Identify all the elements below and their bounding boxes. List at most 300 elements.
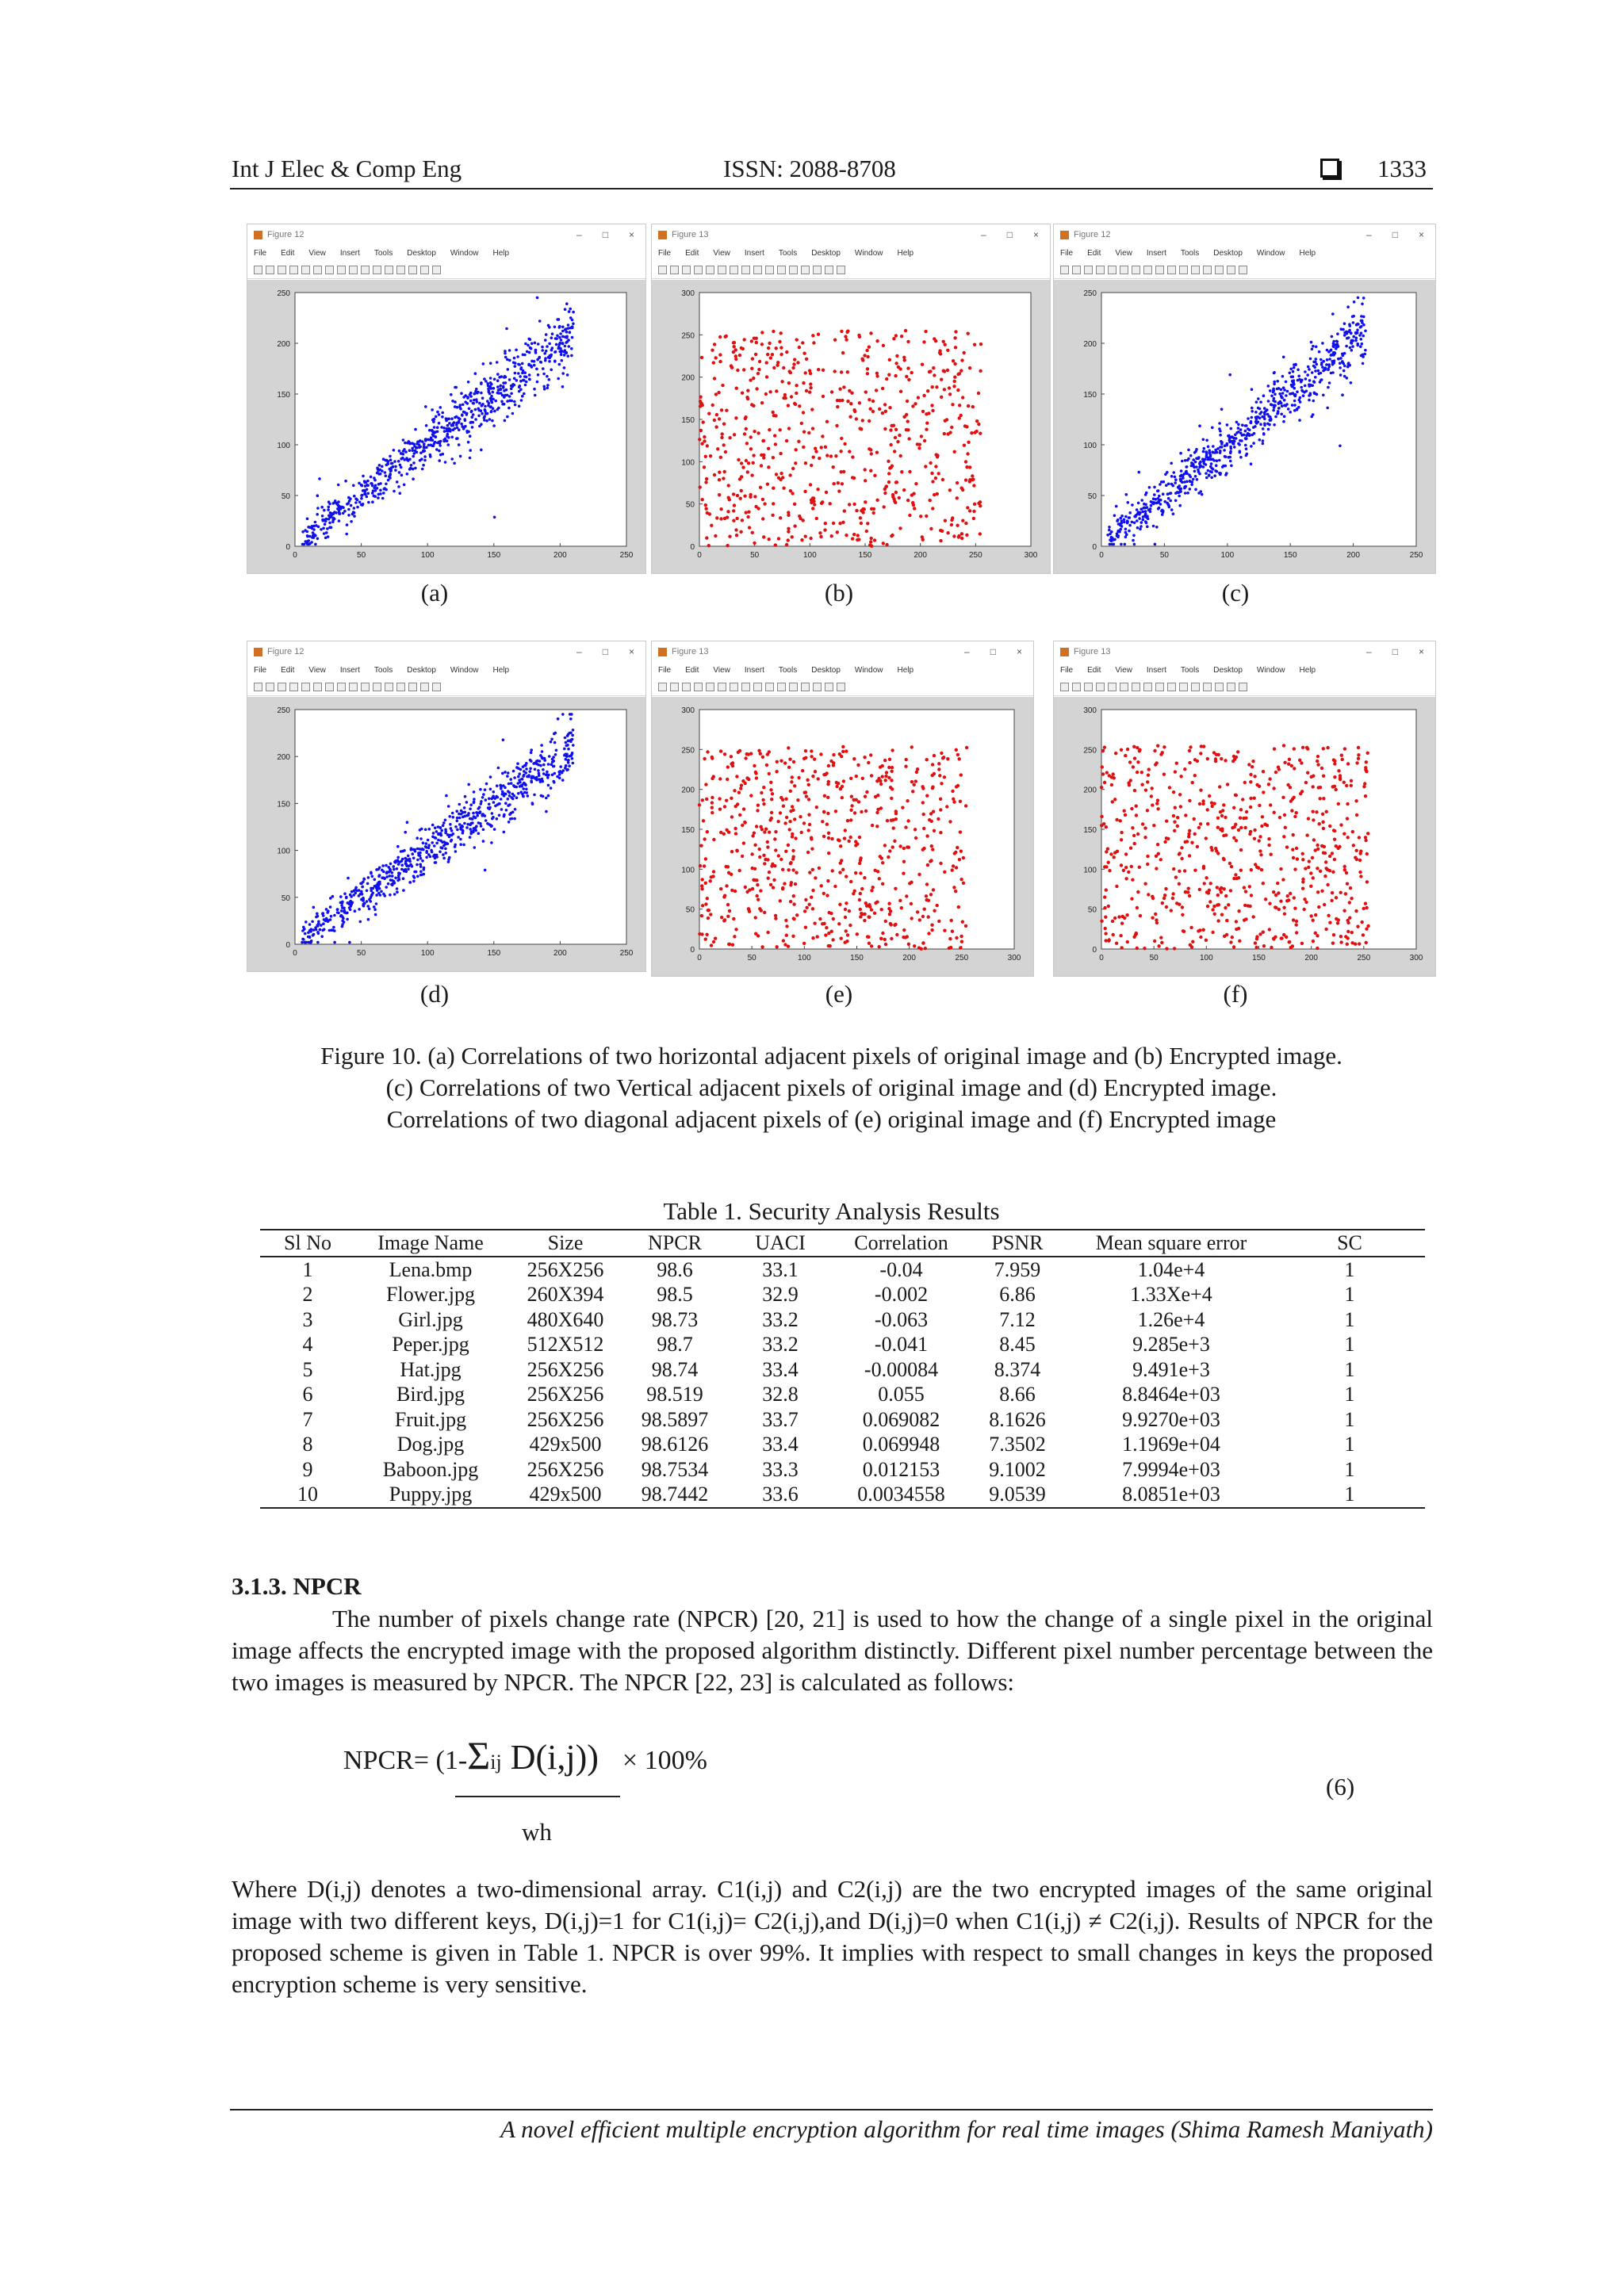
scatter-point <box>781 868 784 871</box>
toolbar-button[interactable] <box>1060 266 1069 274</box>
scatter-point <box>422 848 425 851</box>
scatter-point <box>553 326 557 329</box>
toolbar-button[interactable] <box>682 266 691 274</box>
scatter-point <box>547 784 550 787</box>
toolbar-button[interactable] <box>254 266 262 274</box>
scatter-point <box>963 444 966 447</box>
scatter-point <box>460 392 463 395</box>
scatter-point <box>517 775 520 779</box>
minimize-icon[interactable]: – <box>964 646 970 657</box>
toolbar-button[interactable] <box>1155 266 1164 274</box>
scatter-point <box>883 492 887 495</box>
scatter-point <box>376 487 379 490</box>
toolbar-button[interactable] <box>741 683 750 691</box>
toolbar-button[interactable] <box>753 266 762 274</box>
toolbar-button[interactable] <box>1084 266 1093 274</box>
scatter-plot-d <box>247 697 645 971</box>
toolbar-button[interactable] <box>313 683 322 691</box>
menu-item-file[interactable]: File <box>254 665 267 675</box>
menu-item-help[interactable]: Help <box>1299 665 1316 675</box>
toolbar-button[interactable] <box>1179 683 1188 691</box>
toolbar-button[interactable] <box>373 683 381 691</box>
scatter-point <box>816 935 819 938</box>
close-icon[interactable]: × <box>1418 229 1424 240</box>
scatter-point <box>354 909 357 913</box>
menu-item-file[interactable]: File <box>1060 665 1074 675</box>
toolbar-button[interactable] <box>825 683 833 691</box>
scatter-point <box>726 903 730 906</box>
toolbar-button[interactable] <box>694 266 703 274</box>
toolbar-button[interactable] <box>289 266 298 274</box>
menu-item-help[interactable]: Help <box>897 665 914 675</box>
toolbar-button[interactable] <box>301 266 310 274</box>
table-cell: 33.1 <box>762 1257 799 1281</box>
menu-item-desktop[interactable]: Desktop <box>1213 665 1243 675</box>
menu-item-help[interactable]: Help <box>492 248 510 258</box>
toolbar-button[interactable] <box>420 683 429 691</box>
table-header-row <box>260 1230 1425 1257</box>
toolbar-button[interactable] <box>813 266 822 274</box>
toolbar-button[interactable] <box>432 266 441 274</box>
menu-item-file[interactable]: File <box>658 665 672 675</box>
toolbar-button[interactable] <box>396 683 405 691</box>
scatter-point <box>1185 480 1189 484</box>
scatter-point <box>822 369 825 372</box>
scatter-point <box>772 886 775 889</box>
scatter-point <box>924 465 927 468</box>
scatter-point <box>951 403 954 406</box>
scatter-point <box>419 848 422 851</box>
toolbar-button[interactable] <box>1191 683 1200 691</box>
scatter-point <box>1199 936 1202 939</box>
scatter-point <box>1281 796 1285 799</box>
scatter-point <box>804 461 807 465</box>
scatter-point <box>710 756 714 760</box>
toolbar-button[interactable] <box>396 266 405 274</box>
scatter-point <box>744 756 747 760</box>
maximize-icon[interactable]: □ <box>1392 229 1398 240</box>
menu-item-file[interactable]: File <box>1060 248 1074 258</box>
toolbar-button[interactable] <box>670 683 679 691</box>
scatter-point <box>1174 492 1178 495</box>
toolbar-button[interactable] <box>1227 683 1235 691</box>
menu-item-help[interactable]: Help <box>492 665 510 675</box>
scatter-point <box>532 762 535 765</box>
toolbar-button[interactable] <box>373 266 381 274</box>
toolbar-button[interactable] <box>313 266 322 274</box>
toolbar-button[interactable] <box>837 683 845 691</box>
minimize-icon[interactable]: – <box>576 646 582 657</box>
menu-item-insert[interactable]: Insert <box>1146 248 1166 258</box>
toolbar-button[interactable] <box>718 683 726 691</box>
scatter-point <box>1339 774 1342 777</box>
scatter-point <box>1336 847 1339 850</box>
menu-item-tools[interactable]: Tools <box>1180 665 1200 675</box>
menu-item-tools[interactable]: Tools <box>373 665 393 675</box>
toolbar-button[interactable] <box>1215 683 1224 691</box>
scatter-point <box>1342 328 1345 331</box>
toolbar-button[interactable] <box>753 683 762 691</box>
toolbar-button[interactable] <box>254 683 262 691</box>
menu-item-file[interactable]: File <box>658 248 672 258</box>
close-icon[interactable]: × <box>1016 646 1022 657</box>
scatter-point <box>1220 446 1224 449</box>
scatter-point <box>921 786 925 790</box>
menu-item-insert[interactable]: Insert <box>339 665 360 675</box>
menu-item-insert[interactable]: Insert <box>744 665 764 675</box>
scatter-point <box>942 340 945 343</box>
toolbar-button[interactable] <box>266 683 274 691</box>
scatter-point <box>1230 447 1233 450</box>
toolbar-button[interactable] <box>301 683 310 691</box>
toolbar-button[interactable] <box>1084 683 1093 691</box>
scatter-point <box>959 935 963 938</box>
toolbar-button[interactable] <box>408 266 417 274</box>
toolbar-button[interactable] <box>278 266 286 274</box>
toolbar-button[interactable] <box>837 266 845 274</box>
maximize-icon[interactable]: □ <box>1006 229 1013 240</box>
scatter-point <box>873 474 876 477</box>
toolbar-button[interactable] <box>1227 266 1235 274</box>
toolbar-button[interactable] <box>1132 266 1140 274</box>
toolbar-button[interactable] <box>349 683 358 691</box>
scatter-point <box>927 932 930 935</box>
toolbar-button[interactable] <box>694 683 703 691</box>
scatter-point <box>1355 858 1358 861</box>
scatter-point <box>1174 476 1177 479</box>
scatter-point <box>827 780 830 783</box>
minimize-icon[interactable]: – <box>1366 646 1372 657</box>
close-icon[interactable]: × <box>628 229 634 240</box>
toolbar-button[interactable] <box>706 266 714 274</box>
menu-item-tools[interactable]: Tools <box>778 248 798 258</box>
maximize-icon[interactable]: □ <box>602 646 608 657</box>
scatter-point <box>903 358 906 362</box>
toolbar-button[interactable] <box>670 266 679 274</box>
menu-item-view[interactable]: View <box>308 248 326 258</box>
toolbar-button[interactable] <box>706 683 714 691</box>
scatter-point <box>748 910 751 913</box>
menu-item-desktop[interactable]: Desktop <box>811 248 841 258</box>
scatter-point <box>347 877 350 880</box>
toolbar-button[interactable] <box>765 683 774 691</box>
scatter-point <box>1330 899 1333 902</box>
menu-item-help[interactable]: Help <box>897 248 914 258</box>
scatter-point <box>505 809 508 812</box>
scatter-point <box>1341 758 1344 761</box>
toolbar-button[interactable] <box>1203 683 1212 691</box>
table-cell: 98.6 <box>657 1257 693 1281</box>
toolbar-button[interactable] <box>325 266 334 274</box>
toolbar-button[interactable] <box>801 266 810 274</box>
scatter-point <box>779 760 783 763</box>
scatter-point <box>791 868 795 871</box>
scatter-point <box>567 740 570 743</box>
close-icon[interactable]: × <box>1032 229 1039 240</box>
toolbar-button[interactable] <box>385 266 393 274</box>
toolbar-button[interactable] <box>1108 266 1116 274</box>
scatter-point <box>703 757 706 760</box>
scatter-point <box>436 411 439 414</box>
toolbar-button[interactable] <box>349 266 358 274</box>
toolbar-button[interactable] <box>1072 683 1081 691</box>
scatter-point <box>1268 928 1271 931</box>
scatter-point <box>355 890 358 893</box>
scatter-point <box>504 419 507 423</box>
menu-item-edit[interactable]: Edit <box>685 248 699 258</box>
toolbar-button[interactable] <box>1120 266 1128 274</box>
scatter-point <box>1281 375 1285 378</box>
x-tick-label: 300 <box>1409 954 1423 962</box>
scatter-point <box>792 894 795 897</box>
toolbar-button[interactable] <box>777 683 786 691</box>
scatter-point <box>964 924 967 928</box>
close-icon[interactable]: × <box>628 646 634 657</box>
scatter-point <box>1113 851 1116 854</box>
scatter-point <box>917 873 921 876</box>
toolbar-button[interactable] <box>741 266 750 274</box>
scatter-point <box>770 798 773 801</box>
maximize-icon[interactable]: □ <box>1392 646 1398 657</box>
window-title: Figure 12 <box>267 230 304 239</box>
toolbar-button[interactable] <box>658 683 667 691</box>
toolbar-button[interactable] <box>682 683 691 691</box>
toolbar-button[interactable] <box>325 683 334 691</box>
toolbar-button[interactable] <box>789 266 798 274</box>
scatter-point <box>435 861 438 864</box>
scatter-point <box>755 341 758 344</box>
scatter-point <box>311 527 314 530</box>
toolbar-button[interactable] <box>1203 266 1212 274</box>
menu-item-desktop[interactable]: Desktop <box>407 665 436 675</box>
scatter-point <box>498 814 501 817</box>
sigma-subscript: ij <box>490 1751 502 1774</box>
menu-item-desktop[interactable]: Desktop <box>407 248 436 258</box>
menu-item-view[interactable]: View <box>1115 665 1132 675</box>
scatter-point <box>1171 892 1174 895</box>
scatter-point <box>378 464 381 467</box>
toolbar-button[interactable] <box>1096 266 1105 274</box>
scatter-point <box>1229 940 1232 943</box>
scatter-point <box>738 354 741 357</box>
y-tick-label: 150 <box>1083 826 1097 835</box>
scatter-point <box>409 881 412 884</box>
scatter-point <box>804 926 807 929</box>
menu-item-edit[interactable]: Edit <box>1087 665 1101 675</box>
scatter-point <box>394 469 397 472</box>
scatter-point <box>789 790 792 793</box>
toolbar-button[interactable] <box>1096 683 1105 691</box>
minimize-icon[interactable]: – <box>576 229 582 240</box>
toolbar-button[interactable] <box>658 266 667 274</box>
scatter-point <box>419 459 422 462</box>
scatter-point <box>540 744 543 747</box>
menu-item-edit[interactable]: Edit <box>685 665 699 675</box>
scatter-point <box>833 339 837 342</box>
menu-item-tools[interactable]: Tools <box>1180 248 1200 258</box>
scatter-point <box>1132 834 1136 837</box>
menu-item-window[interactable]: Window <box>854 665 883 675</box>
scatter-point <box>1127 501 1130 504</box>
menu-item-window[interactable]: Window <box>1256 248 1285 258</box>
menu-item-window[interactable]: Window <box>854 248 883 258</box>
scatter-point <box>330 915 333 918</box>
scatter-point <box>1276 882 1279 885</box>
x-tick-label: 0 <box>697 551 702 560</box>
scatter-point <box>953 376 956 379</box>
scatter-point <box>558 773 561 776</box>
scatter-point <box>1179 478 1182 481</box>
toolbar-button[interactable] <box>1239 266 1247 274</box>
maximize-icon[interactable]: □ <box>602 229 608 240</box>
toolbar-button[interactable] <box>337 683 346 691</box>
menu-item-edit[interactable]: Edit <box>281 665 295 675</box>
toolbar-button[interactable] <box>730 683 738 691</box>
toolbar-button[interactable] <box>1179 266 1188 274</box>
scatter-point <box>844 916 847 919</box>
menu-item-edit[interactable]: Edit <box>1087 248 1101 258</box>
scatter-point <box>396 845 400 848</box>
scatter-point <box>830 837 833 840</box>
toolbar-button[interactable] <box>765 266 774 274</box>
menu-item-view[interactable]: View <box>1115 248 1132 258</box>
scatter-point <box>1276 380 1279 383</box>
toolbar-button[interactable] <box>1060 683 1069 691</box>
scatter-point <box>774 916 777 920</box>
scatter-point <box>1158 495 1161 498</box>
toolbar-button[interactable] <box>361 683 370 691</box>
scatter-point <box>1212 751 1216 754</box>
toolbar-button[interactable] <box>408 683 417 691</box>
scatter-point <box>806 851 810 854</box>
toolbar-button[interactable] <box>801 683 810 691</box>
menu-item-insert[interactable]: Insert <box>744 248 764 258</box>
scatter-point <box>1119 934 1122 937</box>
scatter-point <box>1356 329 1359 332</box>
menu-item-window[interactable]: Window <box>450 665 479 675</box>
menu-item-tools[interactable]: Tools <box>373 248 393 258</box>
menu-item-tools[interactable]: Tools <box>778 665 798 675</box>
scatter-point <box>328 503 331 506</box>
toolbar-button[interactable] <box>1155 683 1164 691</box>
menu-item-insert[interactable]: Insert <box>1146 665 1166 675</box>
scatter-point <box>1183 767 1186 771</box>
scatter-point <box>439 827 442 830</box>
toolbar-button[interactable] <box>420 266 429 274</box>
scatter-point <box>316 941 320 944</box>
scatter-point <box>739 530 742 534</box>
toolbar-button[interactable] <box>337 266 346 274</box>
toolbar-button[interactable] <box>1239 683 1247 691</box>
menu-item-insert[interactable]: Insert <box>339 248 360 258</box>
scatter-point <box>551 346 554 350</box>
toolbar-button[interactable] <box>1132 683 1140 691</box>
scatter-point <box>1243 826 1247 829</box>
scatter-point <box>1172 814 1175 817</box>
scatter-point <box>776 945 779 948</box>
toolbar-button[interactable] <box>278 683 286 691</box>
scatter-point <box>479 788 482 791</box>
scatter-point <box>1139 527 1142 530</box>
scatter-point <box>905 428 908 431</box>
scatter-point <box>1170 909 1173 912</box>
scatter-point <box>1143 882 1147 886</box>
scatter-point <box>1243 434 1246 437</box>
toolbar-button[interactable] <box>385 683 393 691</box>
scatter-point <box>1358 836 1361 839</box>
toolbar-button[interactable] <box>289 683 298 691</box>
maximize-icon[interactable]: □ <box>990 646 996 657</box>
menu-item-window[interactable]: Window <box>1256 665 1285 675</box>
scatter-point <box>714 534 717 538</box>
scatter-point <box>560 354 563 357</box>
scatter-point <box>389 878 393 882</box>
toolbar-button[interactable] <box>730 266 738 274</box>
toolbar-button[interactable] <box>1167 266 1176 274</box>
toolbar-button[interactable] <box>777 266 786 274</box>
scatter-point <box>867 761 870 764</box>
toolbar-button[interactable] <box>361 266 370 274</box>
scatter-point <box>936 904 939 907</box>
scatter-point <box>1262 439 1265 442</box>
minimize-icon[interactable]: – <box>981 229 986 240</box>
scatter-point <box>779 346 783 349</box>
toolbar-button[interactable] <box>1120 683 1128 691</box>
scatter-point <box>401 457 404 460</box>
scatter-point <box>1229 460 1232 463</box>
toolbar-button[interactable] <box>432 683 441 691</box>
y-tick-label: 250 <box>1083 746 1097 756</box>
scatter-point <box>469 400 473 403</box>
scatter-point <box>344 480 347 483</box>
toolbar-button[interactable] <box>1108 683 1116 691</box>
toolbar-button[interactable] <box>1143 683 1152 691</box>
scatter-point <box>1103 746 1106 749</box>
scatter-point <box>794 403 797 406</box>
scatter-point <box>721 432 724 435</box>
scatter-point <box>756 883 759 886</box>
scatter-point <box>503 389 506 392</box>
y-tick-label: 200 <box>277 753 290 763</box>
menu-item-desktop[interactable]: Desktop <box>811 665 841 675</box>
scatter-point <box>496 817 499 821</box>
toolbar-button[interactable] <box>718 266 726 274</box>
toolbar-button[interactable] <box>1215 266 1224 274</box>
toolbar-button[interactable] <box>1167 683 1176 691</box>
menu-item-window[interactable]: Window <box>450 248 479 258</box>
toolbar-button[interactable] <box>1191 266 1200 274</box>
toolbar-button[interactable] <box>266 266 274 274</box>
toolbar-button[interactable] <box>1143 266 1152 274</box>
menu-item-view[interactable]: View <box>713 248 730 258</box>
toolbar-button[interactable] <box>789 683 798 691</box>
menu-item-help[interactable]: Help <box>1299 248 1316 258</box>
menu-item-view[interactable]: View <box>308 665 326 675</box>
toolbar-button[interactable] <box>825 266 833 274</box>
menu-item-edit[interactable]: Edit <box>281 248 295 258</box>
menu-item-desktop[interactable]: Desktop <box>1213 248 1243 258</box>
toolbar-button[interactable] <box>1072 266 1081 274</box>
scatter-point <box>1291 404 1294 407</box>
scatter-point <box>791 805 794 808</box>
minimize-icon[interactable]: – <box>1366 229 1372 240</box>
menu-item-file[interactable]: File <box>254 248 267 258</box>
toolbar-button[interactable] <box>813 683 822 691</box>
scatter-point <box>385 474 388 477</box>
close-icon[interactable]: × <box>1418 646 1424 657</box>
scatter-point <box>484 869 487 872</box>
menu-item-view[interactable]: View <box>713 665 730 675</box>
